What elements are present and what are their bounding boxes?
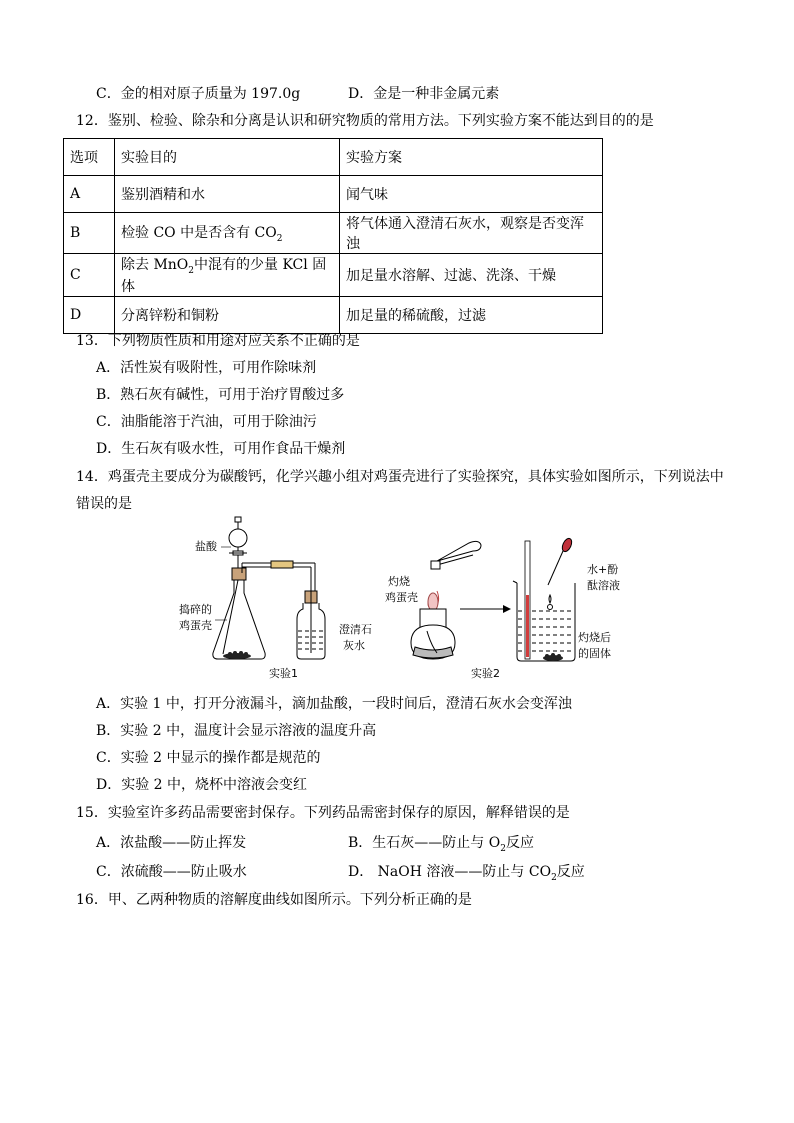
q12-table [63,138,603,334]
row-purpose: 检验 CO 中是否含有 $CO_2$ [115,213,340,254]
q12-stem: 12．鉴别、检验、除杂和分离是认识和研究物质的常用方法。下列实验方案不能达到目的的是 [76,113,654,129]
q13-stem: 13．下列物质性质和用途对应关系不正确的是 [76,333,360,349]
header-purpose: 实验目的 [115,139,340,176]
table-header-row [64,139,603,176]
label-solid-2: 的固体 [578,647,611,660]
crucible-tongs [431,541,481,569]
row-purpose: 除去 MnO$_2$中混有的少量 KCl 固体 [115,254,340,297]
burned-solid [543,653,563,661]
table-row [64,296,603,333]
table-row [64,213,603,254]
conical-flask [213,561,315,659]
row-plan: 闻气味 [340,176,603,213]
q13-option-b: B．熟石灰有碱性，可用于治疗胃酸过多 [96,387,345,403]
dropper [548,537,574,610]
q16-stem: 16．甲、乙两种物质的溶解度曲线如图所示。下列分析正确的是 [76,892,472,908]
q11-option-d: D．金是一种非金属元素 [348,86,500,102]
row-option: A [64,176,115,213]
q15-option-a: A．浓盐酸——防止挥发 [96,835,247,851]
q14-figure [175,513,625,683]
q14-option-d: D．实验 2 中，烧杯中溶液会变红 [96,777,308,793]
beaker [513,581,575,661]
q15-stem: 15．实验室许多药品需要密封保存。下列药品需密封保存的原因，解释错误的是 [76,805,570,821]
q13-option-c: C．油脂能溶于汽油，可用于除油污 [96,414,317,430]
q14-stem-line2: 错误的是 [76,496,132,512]
label-burn-1: 灼烧 [388,575,410,588]
row-option: B [64,213,115,254]
label-lime-1: 澄清石 [339,623,372,636]
gas-washing-bottle [297,563,325,659]
label-water-2: 酞溶液 [587,579,620,592]
row-plan: 加足量的稀硫酸，过滤 [340,296,603,333]
arrow-icon [503,605,511,613]
separatory-funnel [229,517,247,568]
q14-option-c: C．实验 2 中显示的操作都是规范的 [96,750,321,766]
caption-exp2: 实验2 [471,667,500,680]
label-water-1: 水+酚 [587,563,619,576]
q14-stem-line1: 14．鸡蛋壳主要成分为碳酸钙，化学兴趣小组对鸡蛋壳进行了实验探究，具体实验如图所示，下列说法中 [76,469,724,485]
label-lime-2: 灰水 [343,639,365,652]
q13-option-a: A．活性炭有吸附性，可用作除味剂 [96,360,317,376]
row-option: D [64,296,115,333]
q15-option-b: B．生石灰——防止与 $O_2$反应 [348,835,534,854]
label-shell-1: 捣碎的 [179,603,212,616]
header-plan: 实验方案 [340,139,603,176]
header-option: 选项 [64,139,115,176]
q11-option-c: C．金的相对原子质量为 197.0g [96,86,301,102]
table-row [64,176,603,213]
q15-option-d: D． NaOH 溶液——防止与 $CO_2$反应 [348,864,585,883]
label-burn-2: 鸡蛋壳 [385,591,418,604]
q13-option-d: D．生石灰有吸水性，可用作食品干燥剂 [96,441,346,457]
q14-option-b: B．实验 2 中，温度计会显示溶液的温度升高 [96,723,377,739]
row-plan: 将气体通入澄清石灰水，观察是否变浑浊 [340,213,603,254]
row-plan: 加足量水溶解、过滤、洗涤、干燥 [340,254,603,297]
label-acid: 盐酸 [195,540,217,553]
label-solid-1: 灼烧后 [578,631,611,644]
thermometer [525,541,530,659]
table-row [64,254,603,297]
row-option: C [64,254,115,297]
eggshell-pieces [223,651,251,659]
label-shell-2: 鸡蛋壳 [179,619,212,632]
q14-option-a: A．实验 1 中，打开分液漏斗，滴加盐酸，一段时间后，澄清石灰水会变浑浊 [96,696,572,712]
row-purpose: 分离锌粉和铜粉 [115,296,340,333]
q15-option-c: C．浓硫酸——防止吸水 [96,864,247,880]
caption-exp1: 实验1 [269,667,298,680]
row-purpose: 鉴别酒精和水 [115,176,340,213]
